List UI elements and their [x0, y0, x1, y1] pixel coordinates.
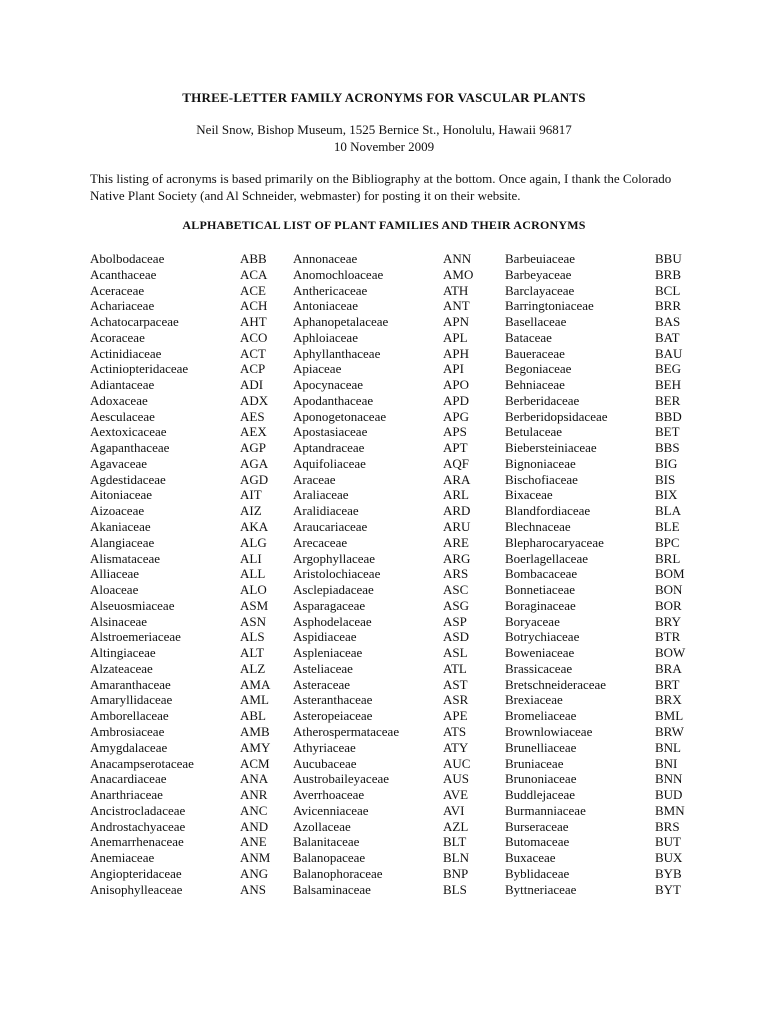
family-name: Agdestidaceae — [90, 471, 166, 487]
family-name: Bromeliaceae — [505, 708, 577, 724]
family-acronym: ARL — [443, 487, 469, 503]
table-row — [0, 440, 768, 456]
family-acronym: AES — [240, 408, 265, 424]
family-acronym: BNN — [655, 771, 683, 787]
family-name: Bruniaceae — [505, 755, 564, 771]
family-name: Achatocarpaceae — [90, 314, 179, 330]
table-row — [0, 598, 768, 614]
family-acronym: AIT — [240, 487, 262, 503]
family-acronym: ANS — [240, 881, 267, 897]
family-name: Barbeuiaceae — [505, 251, 576, 266]
family-name: Ancistrocladaceae — [90, 802, 186, 818]
family-name: Aesculaceae — [90, 408, 155, 424]
family-acronym: ABL — [240, 708, 266, 724]
family-acronym: ARA — [443, 471, 471, 487]
family-acronym: AUS — [443, 771, 470, 787]
family-acronym: ACT — [240, 345, 266, 361]
family-name: Ambrosiaceae — [90, 723, 165, 739]
family-name: Alseuosmiaceae — [90, 597, 175, 613]
family-acronym: BPC — [655, 534, 680, 550]
family-acronym: BBS — [655, 440, 680, 456]
table-row — [0, 283, 768, 299]
family-name: Apocynaceae — [293, 377, 364, 393]
family-acronym: BRL — [655, 550, 681, 566]
family-name: Aucubaceae — [293, 755, 357, 771]
family-name: Baueraceae — [505, 345, 565, 361]
family-acronym: BLT — [443, 834, 467, 850]
family-name: Apiaceae — [293, 361, 342, 377]
table-row — [0, 819, 768, 835]
table-row — [0, 330, 768, 346]
family-name: Balanophoraceae — [293, 865, 383, 881]
family-name: Asclepiadaceae — [293, 582, 374, 598]
family-name: Behniaceae — [505, 377, 565, 393]
family-name: Adiantaceae — [90, 377, 155, 393]
family-acronym: ASD — [443, 629, 470, 645]
family-name: Botrychiaceae — [505, 629, 580, 645]
family-name: Adoxaceae — [90, 392, 148, 408]
family-name: Blepharocaryaceae — [505, 534, 604, 550]
table-row — [0, 424, 768, 440]
family-name: Boryaceae — [505, 613, 560, 629]
family-acronym: BLS — [443, 881, 467, 897]
family-acronym: APD — [443, 392, 470, 408]
family-acronym: ALZ — [240, 660, 266, 676]
family-acronym: AVI — [443, 802, 465, 818]
family-acronym: BUX — [655, 850, 683, 866]
table-row — [0, 803, 768, 819]
family-acronym: APT — [443, 440, 468, 456]
family-name: Burseraceae — [505, 818, 569, 834]
family-acronym: APG — [443, 408, 470, 424]
table-row — [0, 724, 768, 740]
family-acronym: ATS — [443, 723, 467, 739]
table-row — [0, 740, 768, 756]
family-name: Brexiaceae — [505, 692, 563, 708]
family-acronym: API — [443, 361, 464, 377]
family-acronym: BLN — [443, 850, 469, 866]
family-name: Abolbodaceae — [90, 251, 165, 266]
family-acronym: ANN — [443, 251, 472, 266]
family-acronym: AMB — [240, 723, 270, 739]
family-acronym: ALO — [240, 582, 267, 598]
family-acronym: BUD — [655, 787, 683, 803]
family-name: Byttneriaceae — [505, 881, 577, 897]
family-name: Apodanthaceae — [293, 392, 374, 408]
family-name: Amaranthaceae — [90, 676, 171, 692]
table-row — [0, 850, 768, 866]
family-acronym: ATY — [443, 739, 469, 755]
family-acronym: AML — [240, 692, 269, 708]
family-name: Aitoniaceae — [90, 487, 153, 503]
family-name: Aloaceae — [90, 582, 139, 598]
family-name: Akaniaceae — [90, 519, 151, 535]
family-acronym: ACE — [240, 282, 266, 298]
family-acronym: ADI — [240, 377, 264, 393]
family-acronym: ASP — [443, 613, 467, 629]
family-name: Aptandraceae — [293, 440, 365, 456]
family-name: Anacampserotaceae — [90, 755, 194, 771]
family-acronym: BRX — [655, 692, 682, 708]
family-name: Amaryllidaceae — [90, 692, 173, 708]
table-row — [0, 645, 768, 661]
family-name: Agapanthaceae — [90, 440, 170, 456]
family-acronym: BEG — [655, 361, 681, 377]
table-row — [0, 519, 768, 535]
family-acronym: ABB — [240, 251, 267, 266]
family-name: Agavaceae — [90, 455, 148, 471]
family-acronym: ASM — [240, 597, 269, 613]
family-acronym: ASL — [443, 645, 468, 661]
table-row — [0, 314, 768, 330]
family-acronym: APN — [443, 314, 470, 330]
family-acronym: AST — [443, 676, 468, 692]
table-row — [0, 629, 768, 645]
table-row — [0, 377, 768, 393]
table-row — [0, 535, 768, 551]
family-name: Bataceae — [505, 329, 552, 345]
family-acronym: BTR — [655, 629, 681, 645]
family-name: Anarthriaceae — [90, 787, 163, 803]
family-name: Brunelliaceae — [505, 739, 577, 755]
family-name: Burmanniaceae — [505, 802, 586, 818]
table-row — [0, 787, 768, 803]
table-row — [0, 298, 768, 314]
author-line: Neil Snow, Bishop Museum, 1525 Bernice St., Honolulu, Hawaii 96817 — [196, 122, 572, 137]
table-row — [0, 661, 768, 677]
table-row — [0, 866, 768, 882]
table-row — [0, 614, 768, 630]
family-acronym: APE — [443, 708, 468, 724]
family-acronym: AGA — [240, 455, 269, 471]
family-name: Aphyllanthaceae — [293, 345, 381, 361]
family-name: Alliaceae — [90, 566, 140, 582]
family-name: Arecaceae — [293, 534, 348, 550]
family-acronym: BBD — [655, 408, 682, 424]
family-acronym: ARU — [443, 519, 471, 535]
family-acronym: AQF — [443, 455, 470, 471]
family-name: Anacardiaceae — [90, 771, 167, 787]
family-acronym: AZL — [443, 818, 469, 834]
family-name: Barbeyaceae — [505, 266, 572, 282]
family-acronym: BRA — [655, 660, 682, 676]
family-acronym: APH — [443, 345, 470, 361]
family-name: Alismataceae — [90, 550, 161, 566]
family-acronym: BRY — [655, 613, 682, 629]
family-acronym: ASC — [443, 582, 469, 598]
family-name: Bischofiaceae — [505, 471, 578, 487]
family-name: Bixaceae — [505, 487, 553, 503]
family-acronym: BLA — [655, 503, 681, 519]
family-acronym: ALL — [240, 566, 266, 582]
family-acronym: AIZ — [240, 503, 262, 519]
family-acronym: BER — [655, 392, 681, 408]
family-acronym: ADX — [240, 392, 269, 408]
list-subtitle: ALPHABETICAL LIST OF PLANT FAMILIES AND THEIR ACRONYMS — [182, 218, 586, 232]
intro-paragraph: This listing of acronyms is based primarily on the Bibliography at the bottom. Once again, I thank the Colorado Native Plant Society (and Al Schneider, webmaster) for posting it on their website. — [90, 171, 672, 203]
family-acronym: ANR — [240, 787, 268, 803]
family-acronym: ANT — [443, 298, 470, 314]
family-name: Boweniaceae — [505, 645, 575, 661]
family-acronym: ACM — [240, 755, 270, 771]
family-name: Atherospermataceae — [293, 723, 400, 739]
family-name: Altingiaceae — [90, 645, 156, 661]
family-acronym: ANM — [240, 850, 271, 866]
family-name: Bombacaceae — [505, 566, 578, 582]
family-name: Byblidaceae — [505, 865, 570, 881]
family-acronym: BRR — [655, 298, 682, 314]
family-acronym: BOM — [655, 566, 685, 582]
table-row — [0, 708, 768, 724]
document-title: THREE-LETTER FAMILY ACRONYMS FOR VASCULAR PLANTS — [182, 90, 586, 105]
family-name: Begoniaceae — [505, 361, 572, 377]
family-acronym: BML — [655, 708, 684, 724]
family-acronym: ANC — [240, 802, 268, 818]
family-name: Buxaceae — [505, 850, 556, 866]
family-name: Argophyllaceae — [293, 550, 376, 566]
family-acronym: APL — [443, 329, 468, 345]
family-acronym: BIS — [655, 471, 676, 487]
family-name: Anemarrhenaceae — [90, 834, 184, 850]
family-name: Barclayaceae — [505, 282, 575, 298]
family-acronym: ARS — [443, 566, 469, 582]
family-acronym: BYT — [655, 881, 681, 897]
family-name: Apostasiaceae — [293, 424, 368, 440]
family-acronym: APO — [443, 377, 470, 393]
family-acronym: ANE — [240, 834, 267, 850]
family-name: Basellaceae — [505, 314, 567, 330]
family-name: Asteraceae — [293, 676, 351, 692]
table-row — [0, 566, 768, 582]
family-acronym: ARD — [443, 503, 471, 519]
family-name: Austrobaileyaceae — [293, 771, 390, 787]
family-name: Aspidiaceae — [293, 629, 357, 645]
family-acronym: BNI — [655, 755, 678, 771]
family-acronym: BON — [655, 582, 683, 598]
table-row — [0, 346, 768, 362]
table-row — [0, 692, 768, 708]
family-name: Amborellaceae — [90, 708, 169, 724]
family-name: Anomochloaceae — [293, 266, 384, 282]
family-acronym: ARE — [443, 534, 469, 550]
family-name: Anemiaceae — [90, 850, 155, 866]
table-row — [0, 503, 768, 519]
table-row — [0, 756, 768, 772]
family-acronym: ASN — [240, 613, 267, 629]
family-name: Araceae — [293, 471, 336, 487]
family-acronym: BNP — [443, 865, 469, 881]
family-name: Acoraceae — [90, 329, 145, 345]
family-acronym: AUC — [443, 755, 471, 771]
family-acronym: BCL — [655, 282, 681, 298]
family-acronym: BOR — [655, 597, 682, 613]
family-name: Boerlagellaceae — [505, 550, 588, 566]
family-acronym: BRB — [655, 266, 682, 282]
family-name: Brassicaceae — [505, 660, 573, 676]
family-name: Aristolochiaceae — [293, 566, 381, 582]
family-name: Aextoxicaceae — [90, 424, 167, 440]
family-acronym: BYB — [655, 865, 682, 881]
family-name: Angiopteridaceae — [90, 865, 182, 881]
family-name: Balanitaceae — [293, 834, 360, 850]
table-row — [0, 771, 768, 787]
family-acronym: ANA — [240, 771, 269, 787]
family-acronym: BMN — [655, 802, 685, 818]
table-row — [0, 677, 768, 693]
family-name: Brunoniaceae — [505, 771, 577, 787]
family-acronym: ATL — [443, 660, 467, 676]
family-name: Balanopaceae — [293, 850, 366, 866]
family-acronym: AMA — [240, 676, 271, 692]
table-row — [0, 251, 768, 267]
family-acronym: AEX — [240, 424, 267, 440]
family-acronym: BAU — [655, 345, 683, 361]
family-name: Brownlowiaceae — [505, 723, 593, 739]
family-name: Aizoaceae — [90, 503, 145, 519]
family-acronym: AGD — [240, 471, 269, 487]
family-name: Anthericaceae — [293, 282, 368, 298]
family-name: Blechnaceae — [505, 519, 571, 535]
family-acronym: AND — [240, 818, 269, 834]
family-name: Actinidiaceae — [90, 345, 162, 361]
family-name: Buddlejaceae — [505, 787, 576, 803]
family-acronym: ACP — [240, 361, 266, 377]
family-acronym: BRW — [655, 723, 684, 739]
table-row — [0, 882, 768, 898]
family-name: Azollaceae — [293, 818, 351, 834]
family-name: Bretschneideraceae — [505, 676, 607, 692]
table-row — [0, 361, 768, 377]
family-name: Athyriaceae — [293, 739, 356, 755]
family-acronym: BRT — [655, 676, 680, 692]
family-name: Blandfordiaceae — [505, 503, 591, 519]
family-name: Aspleniaceae — [293, 645, 363, 661]
family-acronym: BEH — [655, 377, 681, 393]
family-acronym: AHT — [240, 314, 267, 330]
family-acronym: AMO — [443, 266, 474, 282]
family-acronym: AMY — [240, 739, 271, 755]
family-name: Aphanopetalaceae — [293, 314, 389, 330]
family-acronym: BBU — [655, 251, 682, 266]
family-acronym: BRS — [655, 818, 680, 834]
family-acronym: BAT — [655, 329, 680, 345]
family-acronym: ALT — [240, 645, 265, 661]
family-acronym: ARG — [443, 550, 471, 566]
family-name: Berberidaceae — [505, 392, 580, 408]
family-name: Anisophylleaceae — [90, 881, 183, 897]
family-acronym: ALS — [240, 629, 265, 645]
family-acronym: ACH — [240, 298, 268, 314]
family-name: Alzateaceae — [90, 660, 153, 676]
family-name: Asparagaceae — [293, 597, 366, 613]
family-acronym: BIG — [655, 455, 678, 471]
family-acronym: BUT — [655, 834, 681, 850]
family-name: Asteranthaceae — [293, 692, 373, 708]
family-name: Aralidiaceae — [293, 503, 359, 519]
family-name: Aquifoliaceae — [293, 455, 366, 471]
family-acronym: APS — [443, 424, 467, 440]
family-acronym: AVE — [443, 787, 469, 803]
family-name: Aphloiaceae — [293, 329, 358, 345]
family-acronym: ATH — [443, 282, 469, 298]
family-acronym: ACO — [240, 329, 268, 345]
family-name: Alstroemeriaceae — [90, 629, 181, 645]
family-acronym: ACA — [240, 266, 268, 282]
family-name: Asphodelaceae — [293, 613, 372, 629]
table-row — [0, 551, 768, 567]
family-name: Bignoniaceae — [505, 455, 576, 471]
family-name: Acanthaceae — [90, 266, 157, 282]
family-name: Antoniaceae — [293, 298, 358, 314]
family-acronym: BET — [655, 424, 680, 440]
family-name: Boraginaceae — [505, 597, 576, 613]
table-row — [0, 472, 768, 488]
family-name: Aceraceae — [90, 282, 145, 298]
family-acronym: BIX — [655, 487, 678, 503]
table-row — [0, 409, 768, 425]
family-acronym-table — [0, 251, 768, 897]
family-name: Bonnetiaceae — [505, 582, 576, 598]
family-name: Aponogetonaceae — [293, 408, 387, 424]
family-name: Betulaceae — [505, 424, 563, 440]
table-row — [0, 487, 768, 503]
family-name: Androstachyaceae — [90, 818, 186, 834]
family-acronym: AKA — [240, 519, 269, 535]
family-name: Asteropeiaceae — [293, 708, 373, 724]
family-name: Butomaceae — [505, 834, 570, 850]
family-name: Annonaceae — [293, 251, 358, 266]
family-name: Avicenniaceae — [293, 802, 369, 818]
family-name: Asteliaceae — [293, 660, 353, 676]
family-acronym: ANG — [240, 865, 269, 881]
family-name: Araliaceae — [293, 487, 349, 503]
family-acronym: ASG — [443, 597, 470, 613]
family-name: Barringtoniaceae — [505, 298, 594, 314]
table-row — [0, 456, 768, 472]
family-acronym: AGP — [240, 440, 267, 456]
table-row — [0, 267, 768, 283]
table-row — [0, 393, 768, 409]
family-name: Berberidopsidaceae — [505, 408, 608, 424]
table-row — [0, 834, 768, 850]
family-name: Biebersteiniaceae — [505, 440, 597, 456]
family-name: Averrhoaceae — [293, 787, 365, 803]
family-name: Amygdalaceae — [90, 739, 168, 755]
family-name: Balsaminaceae — [293, 881, 371, 897]
family-acronym: ALI — [240, 550, 262, 566]
family-name: Araucariaceae — [293, 519, 368, 535]
family-acronym: BOW — [655, 645, 686, 661]
family-acronym: ALG — [240, 534, 267, 550]
family-name: Actiniopteridaceae — [90, 361, 189, 377]
family-acronym: BNL — [655, 739, 681, 755]
table-row — [0, 582, 768, 598]
family-name: Alsinaceae — [90, 613, 148, 629]
family-acronym: ASR — [443, 692, 469, 708]
family-name: Achariaceae — [90, 298, 155, 314]
family-acronym: BLE — [655, 519, 680, 535]
document-date: 10 November 2009 — [333, 139, 435, 154]
family-acronym: BAS — [655, 314, 681, 330]
family-name: Alangiaceae — [90, 534, 155, 550]
